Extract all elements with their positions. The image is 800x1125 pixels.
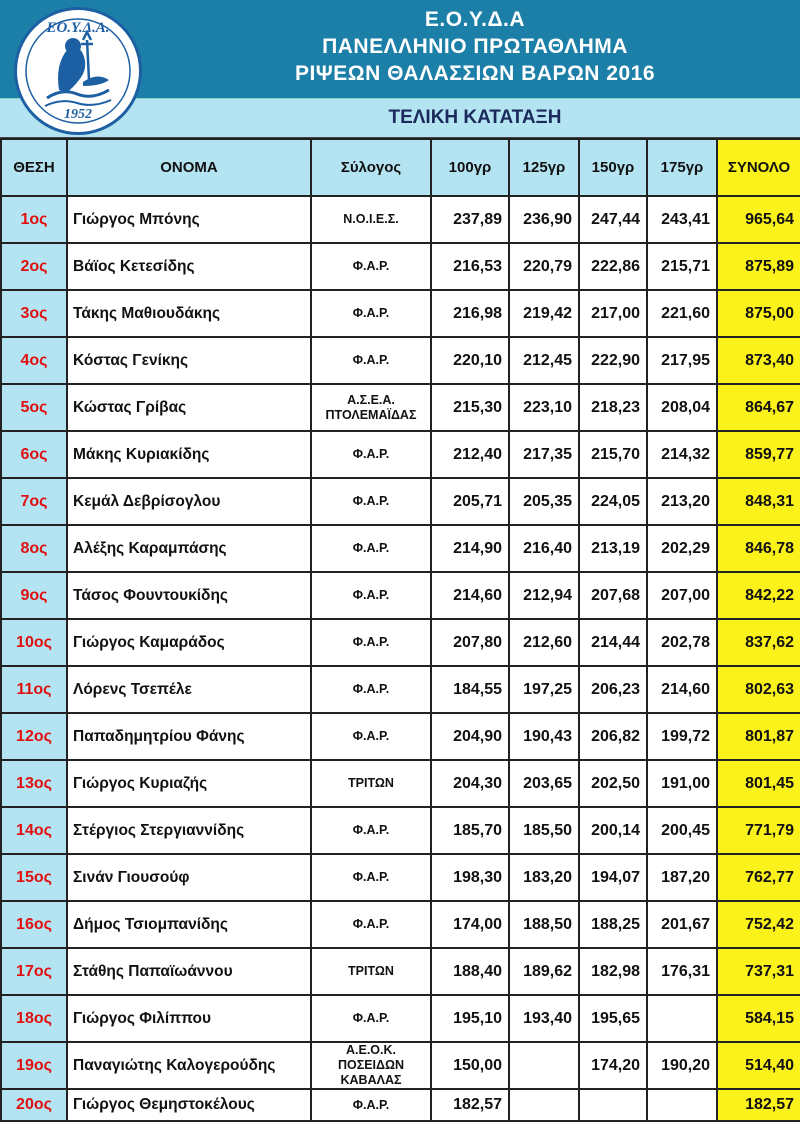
club-line: ΤΡΙΤΩΝ xyxy=(348,964,394,978)
total-score-cell: 848,31 xyxy=(717,478,800,525)
total-score-cell: 514,40 xyxy=(717,1042,800,1089)
table-row xyxy=(1,995,800,1042)
club-line: Φ.Α.Ρ. xyxy=(352,870,390,884)
club-cell xyxy=(311,666,431,713)
col-100g: 100γρ xyxy=(431,139,509,196)
total-score-cell: 182,57 xyxy=(717,1089,800,1121)
athlete-name-cell: Σινάν Γιουσούφ xyxy=(67,854,311,901)
athlete-name-cell: Αλέξης Καραμπάσης xyxy=(67,525,311,572)
club-line: Φ.Α.Ρ. xyxy=(352,447,390,461)
athlete-name-cell: Μάκης Κυριακίδης xyxy=(67,431,311,478)
club-cell xyxy=(311,384,431,431)
table-row xyxy=(1,901,800,948)
score-175g-cell: 214,32 xyxy=(647,431,717,478)
title-block xyxy=(150,6,800,87)
club-line: Φ.Α.Ρ. xyxy=(352,635,390,649)
position-cell: 10ος xyxy=(1,619,67,666)
score-125g-cell: 236,90 xyxy=(509,196,579,243)
table-row xyxy=(1,525,800,572)
club-cell xyxy=(311,572,431,619)
table-row xyxy=(1,572,800,619)
club-cell xyxy=(311,478,431,525)
score-100g-cell: 216,98 xyxy=(431,290,509,337)
score-175g-cell: 191,00 xyxy=(647,760,717,807)
score-150g-cell: 217,00 xyxy=(579,290,647,337)
score-150g-cell: 202,50 xyxy=(579,760,647,807)
score-175g-cell: 207,00 xyxy=(647,572,717,619)
score-100g-cell: 204,90 xyxy=(431,713,509,760)
score-100g-cell: 205,71 xyxy=(431,478,509,525)
score-175g-cell: 190,20 xyxy=(647,1042,717,1089)
table-row xyxy=(1,666,800,713)
score-150g-cell: 206,23 xyxy=(579,666,647,713)
score-175g-cell: 202,78 xyxy=(647,619,717,666)
score-125g-cell: 189,62 xyxy=(509,948,579,995)
club-line: Α.Σ.Ε.Α. xyxy=(347,392,395,407)
score-100g-cell: 198,30 xyxy=(431,854,509,901)
total-score-cell: 771,79 xyxy=(717,807,800,854)
club-cell xyxy=(311,854,431,901)
table-row xyxy=(1,431,800,478)
table-row xyxy=(1,384,800,431)
score-150g-cell xyxy=(579,1089,647,1121)
table-row xyxy=(1,854,800,901)
score-175g-cell: 187,20 xyxy=(647,854,717,901)
score-150g-cell: 247,44 xyxy=(579,196,647,243)
table-row xyxy=(1,196,800,243)
col-150g: 150γρ xyxy=(579,139,647,196)
table-row xyxy=(1,948,800,995)
ranking-table xyxy=(0,138,800,1122)
score-150g-cell: 215,70 xyxy=(579,431,647,478)
total-score-cell: 965,64 xyxy=(717,196,800,243)
col-name: ΟΝΟΜΑ xyxy=(67,139,311,196)
score-125g-cell: 212,60 xyxy=(509,619,579,666)
club-line: Φ.Α.Ρ. xyxy=(352,353,390,367)
athlete-name-cell: Βάϊος Κετεσίδης xyxy=(67,243,311,290)
total-score-cell: 846,78 xyxy=(717,525,800,572)
score-125g-cell xyxy=(509,1089,579,1121)
total-score-cell: 584,15 xyxy=(717,995,800,1042)
col-total: ΣΥΝΟΛΟ xyxy=(717,139,800,196)
score-125g-cell: 217,35 xyxy=(509,431,579,478)
table-row xyxy=(1,760,800,807)
club-line: ΠΤΟΛΕΜΑΪΔΑΣ xyxy=(325,407,417,422)
col-175g: 175γρ xyxy=(647,139,717,196)
position-cell: 15ος xyxy=(1,854,67,901)
score-100g-cell: 184,55 xyxy=(431,666,509,713)
position-cell: 8ος xyxy=(1,525,67,572)
total-score-cell: 873,40 xyxy=(717,337,800,384)
position-cell: 1ος xyxy=(1,196,67,243)
score-150g-cell: 195,65 xyxy=(579,995,647,1042)
club-line: Φ.Α.Ρ. xyxy=(352,541,390,555)
position-cell: 2ος xyxy=(1,243,67,290)
position-cell: 17ος xyxy=(1,948,67,995)
total-score-cell: 737,31 xyxy=(717,948,800,995)
athlete-name-cell: Κεμάλ Δεβρίσογλου xyxy=(67,478,311,525)
club-cell xyxy=(311,760,431,807)
score-175g-cell: 176,31 xyxy=(647,948,717,995)
score-175g-cell: 201,67 xyxy=(647,901,717,948)
score-125g-cell xyxy=(509,1042,579,1089)
score-100g-cell: 215,30 xyxy=(431,384,509,431)
athlete-name-cell: Γιώργος Καμαράδος xyxy=(67,619,311,666)
score-100g-cell: 182,57 xyxy=(431,1089,509,1121)
position-cell: 19ος xyxy=(1,1042,67,1089)
club-cell xyxy=(311,431,431,478)
score-150g-cell: 200,14 xyxy=(579,807,647,854)
table-body xyxy=(1,196,800,1121)
total-score-cell: 762,77 xyxy=(717,854,800,901)
athlete-name-cell: Γιώργος Κυριαζής xyxy=(67,760,311,807)
score-100g-cell: 237,89 xyxy=(431,196,509,243)
club-cell xyxy=(311,1042,431,1089)
athlete-name-cell: Δήμος Τσιομπανίδης xyxy=(67,901,311,948)
score-100g-cell: 214,60 xyxy=(431,572,509,619)
score-175g-cell: 199,72 xyxy=(647,713,717,760)
score-150g-cell: 222,90 xyxy=(579,337,647,384)
club-cell xyxy=(311,337,431,384)
score-100g-cell: 212,40 xyxy=(431,431,509,478)
score-125g-cell: 220,79 xyxy=(509,243,579,290)
total-score-cell: 801,87 xyxy=(717,713,800,760)
logo-year: 1952 xyxy=(64,107,92,122)
score-125g-cell: 183,20 xyxy=(509,854,579,901)
total-score-cell: 864,67 xyxy=(717,384,800,431)
score-175g-cell: 213,20 xyxy=(647,478,717,525)
athlete-name-cell: Στέργιος Στεργιαννίδης xyxy=(67,807,311,854)
position-cell: 18ος xyxy=(1,995,67,1042)
total-score-cell: 859,77 xyxy=(717,431,800,478)
score-175g-cell: 243,41 xyxy=(647,196,717,243)
score-125g-cell: 219,42 xyxy=(509,290,579,337)
score-100g-cell: 185,70 xyxy=(431,807,509,854)
score-125g-cell: 212,45 xyxy=(509,337,579,384)
athlete-name-cell: Παπαδημητρίου Φάνης xyxy=(67,713,311,760)
club-line: Φ.Α.Ρ. xyxy=(352,494,390,508)
club-line: Φ.Α.Ρ. xyxy=(352,588,390,602)
score-125g-cell: 223,10 xyxy=(509,384,579,431)
col-position: ΘΕΣΗ xyxy=(1,139,67,196)
position-cell: 3ος xyxy=(1,290,67,337)
score-150g-cell: 182,98 xyxy=(579,948,647,995)
score-100g-cell: 207,80 xyxy=(431,619,509,666)
club-line: Φ.Α.Ρ. xyxy=(352,729,390,743)
score-125g-cell: 203,65 xyxy=(509,760,579,807)
total-score-cell: 801,45 xyxy=(717,760,800,807)
score-100g-cell: 216,53 xyxy=(431,243,509,290)
score-150g-cell: 224,05 xyxy=(579,478,647,525)
position-cell: 12ος xyxy=(1,713,67,760)
table-row xyxy=(1,290,800,337)
logo-text: ΕΟ.Υ.Δ.Α. xyxy=(46,20,110,36)
score-125g-cell: 188,50 xyxy=(509,901,579,948)
col-club: Σύλογος xyxy=(311,139,431,196)
score-100g-cell: 174,00 xyxy=(431,901,509,948)
score-125g-cell: 193,40 xyxy=(509,995,579,1042)
score-100g-cell: 188,40 xyxy=(431,948,509,995)
total-score-cell: 752,42 xyxy=(717,901,800,948)
club-line: Φ.Α.Ρ. xyxy=(352,1011,390,1025)
score-125g-cell: 205,35 xyxy=(509,478,579,525)
club-cell xyxy=(311,713,431,760)
position-cell: 16ος xyxy=(1,901,67,948)
total-score-cell: 837,62 xyxy=(717,619,800,666)
score-175g-cell: 208,04 xyxy=(647,384,717,431)
score-175g-cell: 221,60 xyxy=(647,290,717,337)
position-cell: 5ος xyxy=(1,384,67,431)
table-row xyxy=(1,478,800,525)
score-150g-cell: 174,20 xyxy=(579,1042,647,1089)
score-150g-cell: 194,07 xyxy=(579,854,647,901)
club-line: ΠΟΣΕΙΔΩΝ xyxy=(337,1058,405,1072)
club-line: Φ.Α.Ρ. xyxy=(352,259,390,273)
club-cell xyxy=(311,807,431,854)
score-150g-cell: 207,68 xyxy=(579,572,647,619)
table-row xyxy=(1,619,800,666)
total-score-cell: 842,22 xyxy=(717,572,800,619)
athlete-name-cell: Γιώργος Μπόνης xyxy=(67,196,311,243)
athlete-name-cell: Γιώργος Φιλίππου xyxy=(67,995,311,1042)
athlete-name-cell: Γιώργος Θεμηστοκέλους xyxy=(67,1089,311,1121)
total-score-cell: 875,89 xyxy=(717,243,800,290)
club-line: ΚΑΒΑΛΑΣ xyxy=(340,1073,402,1087)
score-150g-cell: 206,82 xyxy=(579,713,647,760)
score-175g-cell: 200,45 xyxy=(647,807,717,854)
athlete-name-cell: Κώστας Γρίβας xyxy=(67,384,311,431)
championship-title: ΠΑΝΕΛΛΗΝΙΟ ΠΡΩΤΑΘΛΗΜΑ xyxy=(322,35,628,58)
club-cell xyxy=(311,290,431,337)
score-125g-cell: 216,40 xyxy=(509,525,579,572)
position-cell: 4ος xyxy=(1,337,67,384)
score-100g-cell: 150,00 xyxy=(431,1042,509,1089)
club-line: Φ.Α.Ρ. xyxy=(352,682,390,696)
position-cell: 14ος xyxy=(1,807,67,854)
position-cell: 13ος xyxy=(1,760,67,807)
score-100g-cell: 204,30 xyxy=(431,760,509,807)
club-cell xyxy=(311,619,431,666)
score-125g-cell: 190,43 xyxy=(509,713,579,760)
athlete-name-cell: Λόρενς Τσεπέλε xyxy=(67,666,311,713)
col-125g: 125γρ xyxy=(509,139,579,196)
score-150g-cell: 213,19 xyxy=(579,525,647,572)
score-125g-cell: 197,25 xyxy=(509,666,579,713)
athlete-name-cell: Παναγιώτης Καλογερούδης xyxy=(67,1042,311,1089)
event-title: ΡΙΨΕΩΝ ΘΑΛΑΣΣΙΩΝ ΒΑΡΩΝ 2016 xyxy=(294,62,656,85)
athlete-name-cell: Στάθης Παπαϊωάννου xyxy=(67,948,311,995)
club-line: ΤΡΙΤΩΝ xyxy=(348,776,394,790)
position-cell: 9ος xyxy=(1,572,67,619)
table-row xyxy=(1,807,800,854)
table-row xyxy=(1,713,800,760)
club-line: Φ.Α.Ρ. xyxy=(352,306,390,320)
club-line: Ν.Ο.Ι.Ε.Σ. xyxy=(343,212,399,226)
score-175g-cell xyxy=(647,1089,717,1121)
score-100g-cell: 214,90 xyxy=(431,525,509,572)
table-row xyxy=(1,337,800,384)
club-cell xyxy=(311,243,431,290)
club-line: Φ.Α.Ρ. xyxy=(352,917,390,931)
club-cell xyxy=(311,196,431,243)
athlete-name-cell: Τάκης Μαθιουδάκης xyxy=(67,290,311,337)
score-175g-cell: 214,60 xyxy=(647,666,717,713)
position-cell: 11ος xyxy=(1,666,67,713)
score-175g-cell xyxy=(647,995,717,1042)
club-cell xyxy=(311,901,431,948)
club-cell xyxy=(311,1089,431,1121)
table-header-row xyxy=(1,139,800,196)
club-cell xyxy=(311,948,431,995)
score-125g-cell: 185,50 xyxy=(509,807,579,854)
position-cell: 7ος xyxy=(1,478,67,525)
score-150g-cell: 222,86 xyxy=(579,243,647,290)
score-150g-cell: 214,44 xyxy=(579,619,647,666)
athlete-name-cell: Τάσος Φουντουκίδης xyxy=(67,572,311,619)
table-row xyxy=(1,1089,800,1121)
score-175g-cell: 202,29 xyxy=(647,525,717,572)
score-150g-cell: 188,25 xyxy=(579,901,647,948)
total-score-cell: 802,63 xyxy=(717,666,800,713)
club-line: Α.Ε.Ο.Κ. xyxy=(345,1043,396,1057)
federation-logo xyxy=(14,7,142,135)
score-175g-cell: 217,95 xyxy=(647,337,717,384)
table-row xyxy=(1,243,800,290)
club-line: Φ.Α.Ρ. xyxy=(352,1097,390,1112)
score-175g-cell: 215,71 xyxy=(647,243,717,290)
page-subtitle: ΤΕΛΙΚΗ ΚΑΤΑΤΑΞΗ xyxy=(388,107,562,128)
position-cell: 6ος xyxy=(1,431,67,478)
position-cell: 20ος xyxy=(1,1089,67,1121)
score-100g-cell: 195,10 xyxy=(431,995,509,1042)
score-125g-cell: 212,94 xyxy=(509,572,579,619)
score-100g-cell: 220,10 xyxy=(431,337,509,384)
club-cell xyxy=(311,995,431,1042)
table-row xyxy=(1,1042,800,1089)
club-cell xyxy=(311,525,431,572)
athlete-name-cell: Κόστας Γενίκης xyxy=(67,337,311,384)
org-title: Ε.Ο.Υ.Δ.Α xyxy=(424,8,526,31)
total-score-cell: 875,00 xyxy=(717,290,800,337)
club-line: Φ.Α.Ρ. xyxy=(352,823,390,837)
score-150g-cell: 218,23 xyxy=(579,384,647,431)
